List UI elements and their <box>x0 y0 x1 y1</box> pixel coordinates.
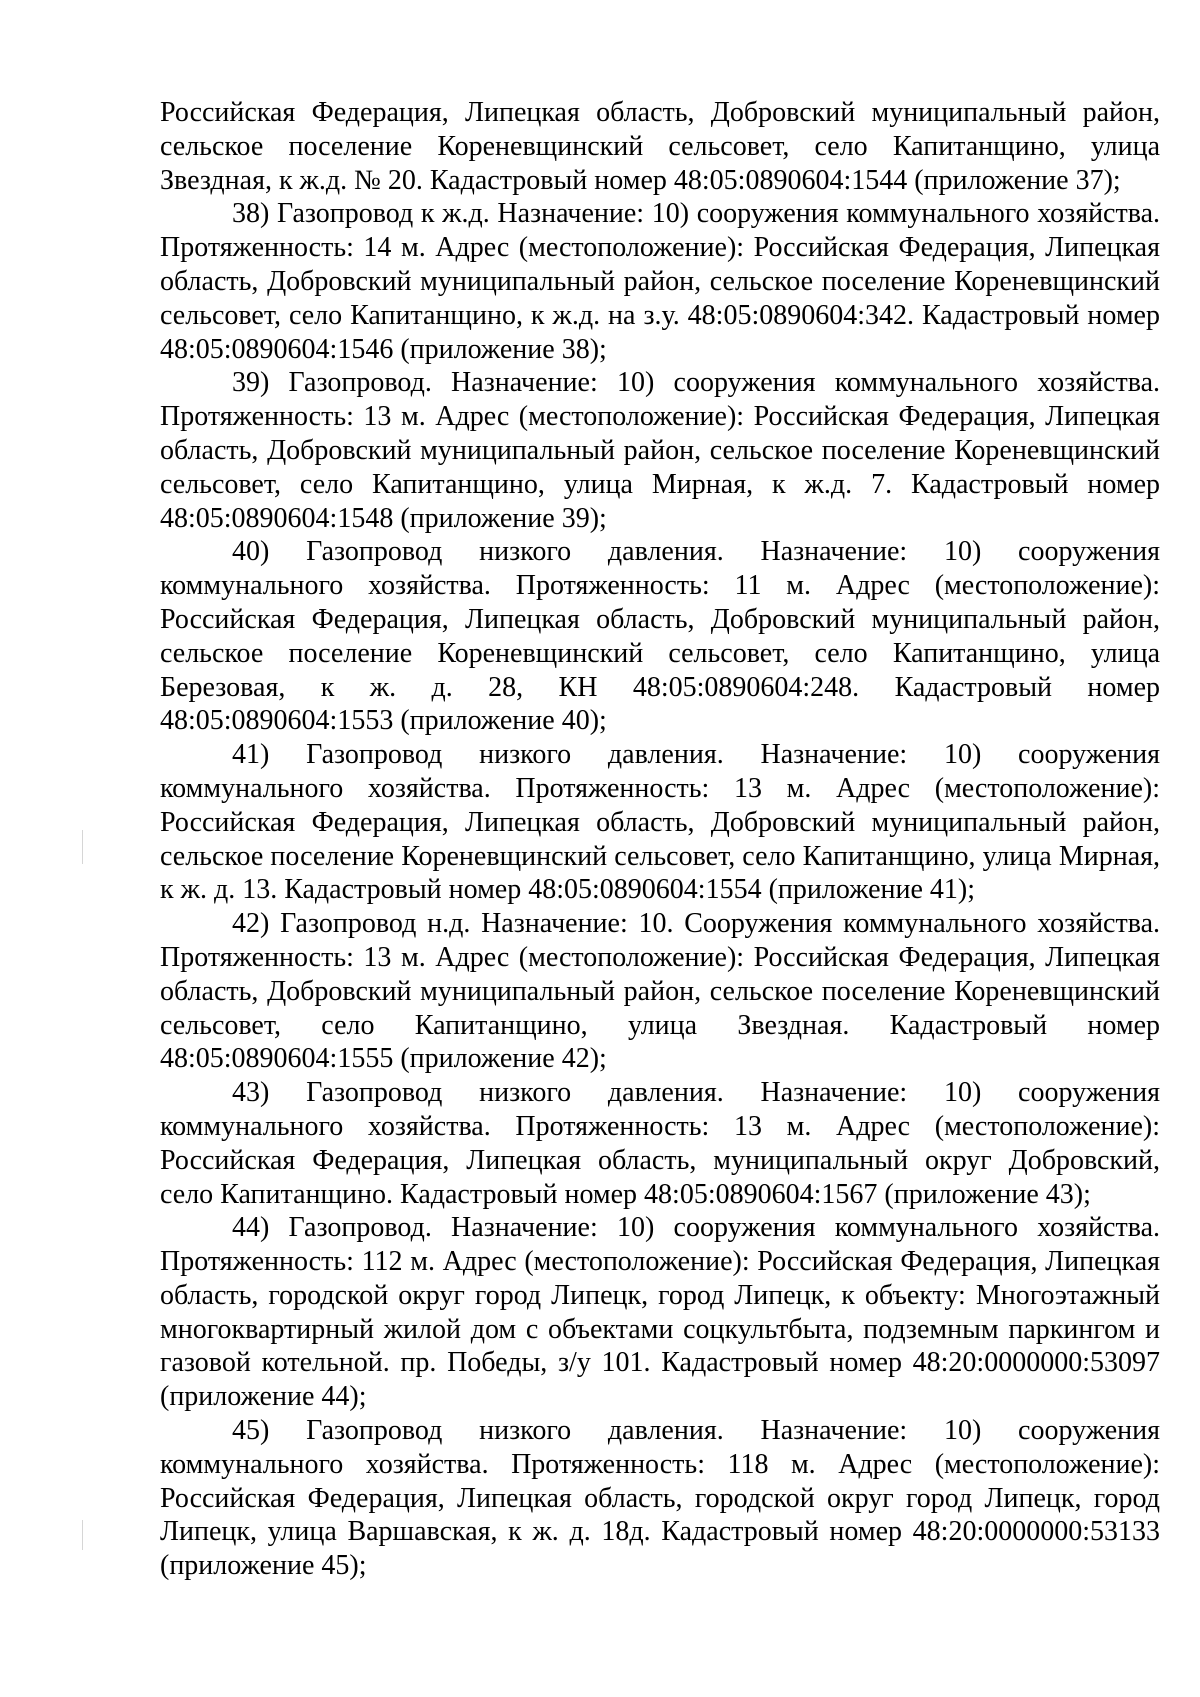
paragraph-item-40: 40) Газопровод низкого давления. Назначение: 10) сооружения коммунального хозяйства. Протяженность: 11 м. Адрес (местоположение): Российская Федерация, Липецкая область, Добровский муниципальный район, сельское поселение Кореневщинский сельсовет, село Капитанщино, улица Березовая, к ж. д. 28, КН 48:05:0890604:248. Кадастровый номер 48:05:0890604:1553 (приложение 40); <box>160 536 1160 737</box>
paragraph-item-41: 41) Газопровод низкого давления. Назначение: 10) сооружения коммунального хозяйства. Протяженность: 13 м. Адрес (местоположение): Российская Федерация, Липецкая область, Добровский муниципальный район, сельское поселение Кореневщинский сельсовет, село Капитанщино, улица Мирная, к ж. д. 13. Кадастровый номер 48:05:0890604:1554 (приложение 41); <box>160 739 1160 906</box>
paragraph-continuation: Российская Федерация, Липецкая область, Добровский муниципальный район, сельское поселение Кореневщинский сельсовет, село Капитанщино, улица Звездная, к ж.д. № 20. Кадастровый номер 48:05:0890604:1544 (приложение 37); <box>160 97 1160 196</box>
scan-artifact-line <box>82 830 83 864</box>
scan-artifact-line <box>82 1520 83 1550</box>
document-body <box>160 96 1160 1583</box>
paragraph-item-39: 39) Газопровод. Назначение: 10) сооружения коммунального хозяйства. Протяженность: 13 м. Адрес (местоположение): Российская Федерация, Липецкая область, Добровский муниципальный район, сельское поселение Кореневщинский сельсовет, село Капитанщино, улица Мирная, к ж.д. 7. Кадастровый номер 48:05:0890604:1548 (приложение 39); <box>160 367 1160 534</box>
paragraph-item-43: 43) Газопровод низкого давления. Назначение: 10) сооружения коммунального хозяйства. Протяженность: 13 м. Адрес (местоположение): Российская Федерация, Липецкая область, муниципальный округ Добровский, село Капитанщино. Кадастровый номер 48:05:0890604:1567 (приложение 43); <box>160 1077 1160 1210</box>
paragraph-item-42: 42) Газопровод н.д. Назначение: 10. Сооружения коммунального хозяйства. Протяженность: 13 м. Адрес (местоположение): Российская Федерация, Липецкая область, Добровский муниципальный район, сельское поселение Кореневщинский сельсовет, село Капитанщино, улица Звездная. Кадастровый номер 48:05:0890604:1555 (приложение 42); <box>160 908 1160 1075</box>
paragraph-item-38: 38) Газопровод к ж.д. Назначение: 10) сооружения коммунального хозяйства. Протяженность: 14 м. Адрес (местоположение): Российская Федерация, Липецкая область, Добровский муниципальный район, сельское поселение Кореневщинский сельсовет, село Капитанщино, к ж.д. на з.у. 48:05:0890604:342. Кадастровый номер 48:05:0890604:1546 (приложение 38); <box>160 198 1160 365</box>
paragraph-item-45: 45) Газопровод низкого давления. Назначение: 10) сооружения коммунального хозяйства. Протяженность: 118 м. Адрес (местоположение): Российская Федерация, Липецкая область, городской округ город Липецк, город Липецк, улица Варшавская, к ж. д. 18д. Кадастровый номер 48:20:0000000:53133 (приложение 45); <box>160 1415 1160 1582</box>
paragraph-item-44: 44) Газопровод. Назначение: 10) сооружения коммунального хозяйства. Протяженность: 112 м. Адрес (местоположение): Российская Федерация, Липецкая область, городской округ город Липецк, город Липецк, к объекту: Многоэтажный многоквартирный жилой дом с объектами соцкультбыта, подземным паркингом и газовой котельной. пр. Победы, з/у 101. Кадастровый номер 48:20:0000000:53097 (приложение 44); <box>160 1212 1160 1413</box>
